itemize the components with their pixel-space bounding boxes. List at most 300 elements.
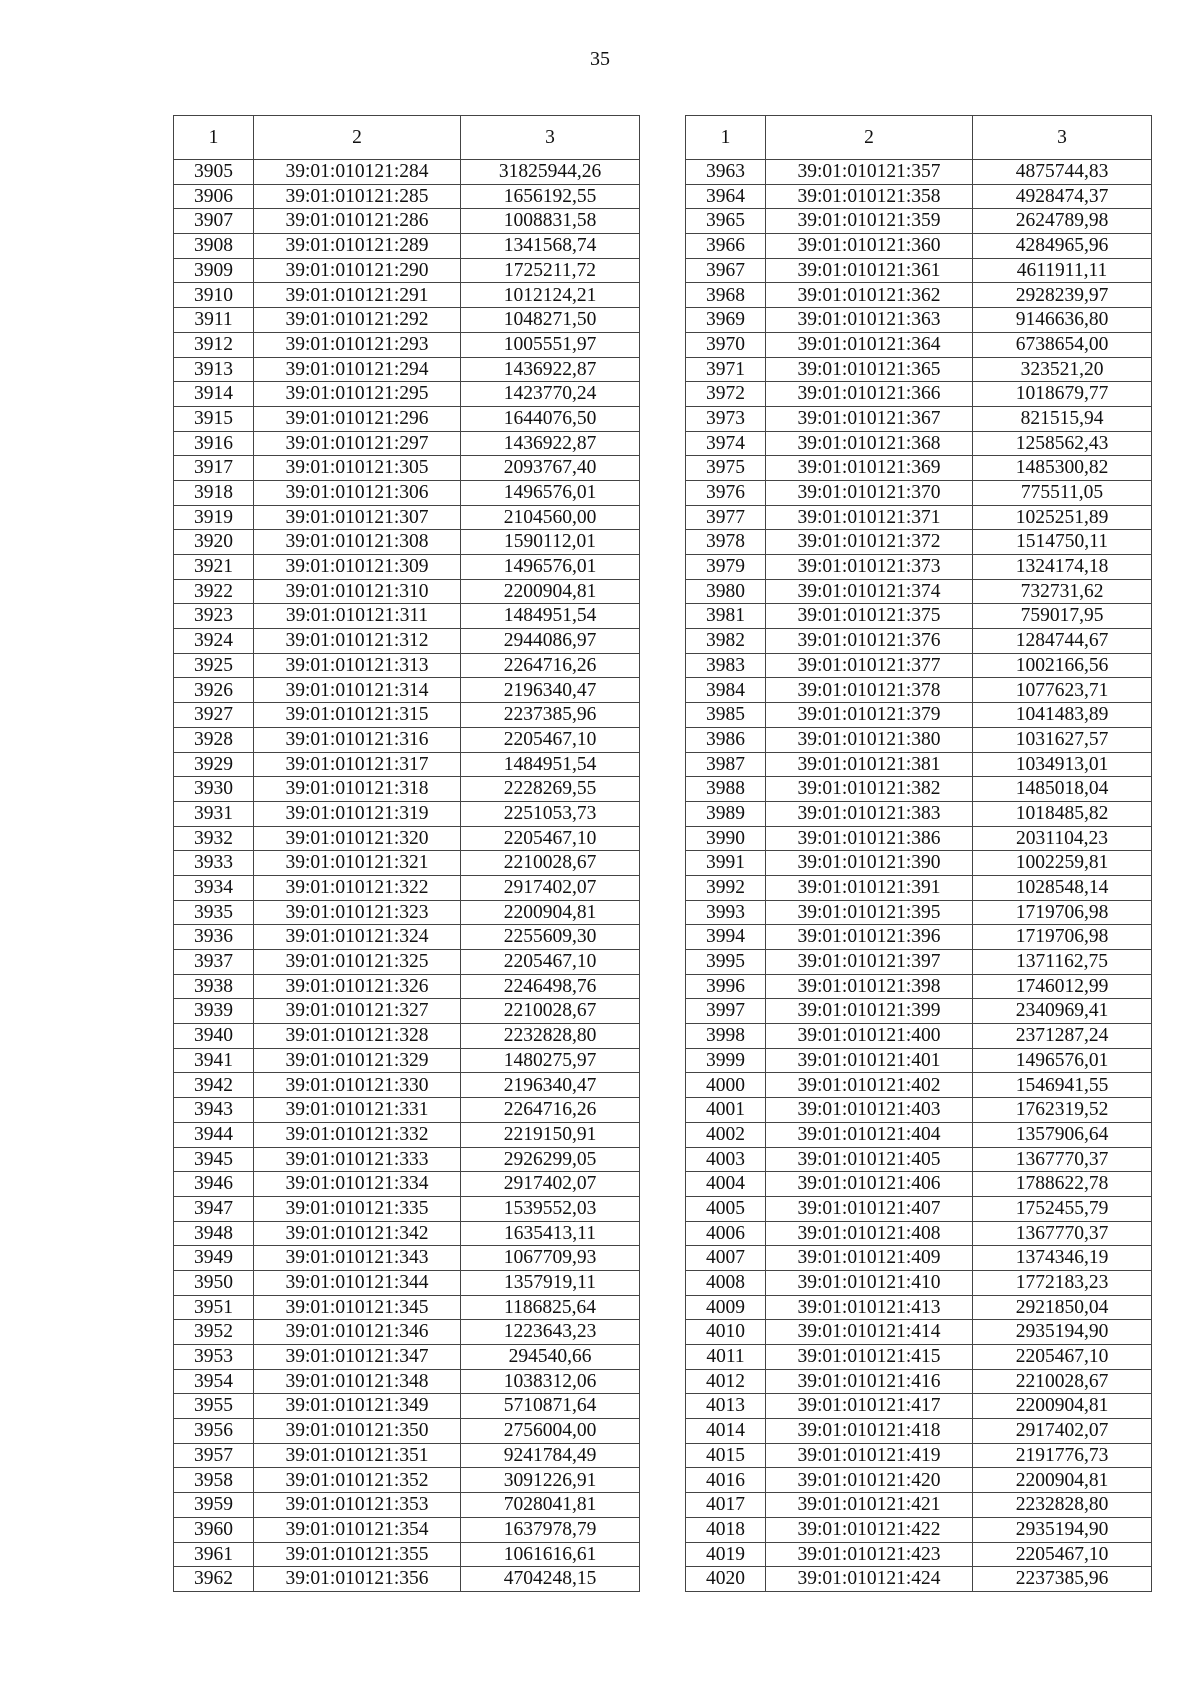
column-header-cadastral: 2 — [766, 116, 973, 160]
cadastral-number-cell: 39:01:010121:404 — [766, 1122, 973, 1147]
table-row — [174, 1172, 640, 1197]
cadastral-number-cell: 39:01:010121:420 — [766, 1468, 973, 1493]
row-number-cell: 3958 — [174, 1468, 254, 1493]
row-number-cell: 3953 — [174, 1345, 254, 1370]
table-row — [174, 1419, 640, 1444]
cadastral-number-cell: 39:01:010121:317 — [254, 752, 461, 777]
table-row — [174, 579, 640, 604]
value-cell: 4284965,96 — [973, 234, 1152, 259]
value-cell: 1746012,99 — [973, 974, 1152, 999]
row-number-cell: 3909 — [174, 258, 254, 283]
table-row — [686, 629, 1152, 654]
row-number-cell: 3929 — [174, 752, 254, 777]
value-cell: 31825944,26 — [461, 160, 640, 185]
value-cell: 2371287,24 — [973, 1024, 1152, 1049]
value-cell: 2196340,47 — [461, 1073, 640, 1098]
value-cell: 2944086,97 — [461, 629, 640, 654]
cadastral-number-cell: 39:01:010121:352 — [254, 1468, 461, 1493]
table-row — [686, 431, 1152, 456]
table-row — [174, 1443, 640, 1468]
cadastral-number-cell: 39:01:010121:345 — [254, 1295, 461, 1320]
row-number-cell: 4007 — [686, 1246, 766, 1271]
table-row — [686, 1517, 1152, 1542]
value-cell: 775511,05 — [973, 480, 1152, 505]
cadastral-number-cell: 39:01:010121:326 — [254, 974, 461, 999]
value-cell: 2200904,81 — [461, 900, 640, 925]
row-number-cell: 4009 — [686, 1295, 766, 1320]
value-cell: 1637978,79 — [461, 1517, 640, 1542]
value-cell: 2756004,00 — [461, 1419, 640, 1444]
value-cell: 323521,20 — [973, 357, 1152, 382]
table-row — [174, 950, 640, 975]
cadastral-number-cell: 39:01:010121:379 — [766, 703, 973, 728]
cadastral-number-cell: 39:01:010121:364 — [766, 332, 973, 357]
value-cell: 2935194,90 — [973, 1517, 1152, 1542]
value-cell: 1357919,11 — [461, 1270, 640, 1295]
row-number-cell: 3915 — [174, 406, 254, 431]
value-cell: 294540,66 — [461, 1345, 640, 1370]
cadastral-number-cell: 39:01:010121:316 — [254, 727, 461, 752]
table-row — [686, 184, 1152, 209]
value-cell: 4704248,15 — [461, 1567, 640, 1592]
cadastral-number-cell: 39:01:010121:309 — [254, 555, 461, 580]
value-cell: 2205467,10 — [461, 950, 640, 975]
cadastral-number-cell: 39:01:010121:293 — [254, 332, 461, 357]
row-number-cell: 4010 — [686, 1320, 766, 1345]
row-number-cell: 3973 — [686, 406, 766, 431]
cadastral-number-cell: 39:01:010121:294 — [254, 357, 461, 382]
table-row — [174, 184, 640, 209]
row-number-cell: 3913 — [174, 357, 254, 382]
cadastral-number-cell: 39:01:010121:308 — [254, 530, 461, 555]
table-row — [686, 1196, 1152, 1221]
value-cell: 1284744,67 — [973, 629, 1152, 654]
cadastral-number-cell: 39:01:010121:325 — [254, 950, 461, 975]
cadastral-number-cell: 39:01:010121:360 — [766, 234, 973, 259]
table-row — [174, 1394, 640, 1419]
table-row — [174, 1024, 640, 1049]
cadastral-number-cell: 39:01:010121:424 — [766, 1567, 973, 1592]
row-number-cell: 3981 — [686, 604, 766, 629]
column-header-value: 3 — [973, 116, 1152, 160]
row-number-cell: 3911 — [174, 308, 254, 333]
row-number-cell: 4006 — [686, 1221, 766, 1246]
table-row — [174, 703, 640, 728]
table-row — [174, 999, 640, 1024]
row-number-cell: 4008 — [686, 1270, 766, 1295]
row-number-cell: 3960 — [174, 1517, 254, 1542]
value-cell: 2219150,91 — [461, 1122, 640, 1147]
table-row — [174, 406, 640, 431]
table-body — [686, 160, 1152, 1592]
cadastral-number-cell: 39:01:010121:350 — [254, 1419, 461, 1444]
value-cell: 1371162,75 — [973, 950, 1152, 975]
row-number-cell: 3924 — [174, 629, 254, 654]
cadastral-number-cell: 39:01:010121:342 — [254, 1221, 461, 1246]
cadastral-table-right — [685, 115, 1152, 1592]
table-row — [174, 1246, 640, 1271]
table-row — [686, 579, 1152, 604]
value-cell: 1546941,55 — [973, 1073, 1152, 1098]
table-row — [686, 875, 1152, 900]
cadastral-number-cell: 39:01:010121:402 — [766, 1073, 973, 1098]
row-number-cell: 4000 — [686, 1073, 766, 1098]
value-cell: 2237385,96 — [461, 703, 640, 728]
table-row — [174, 530, 640, 555]
value-cell: 1041483,89 — [973, 703, 1152, 728]
value-cell: 2093767,40 — [461, 456, 640, 481]
row-number-cell: 4002 — [686, 1122, 766, 1147]
row-number-cell: 3923 — [174, 604, 254, 629]
cadastral-number-cell: 39:01:010121:363 — [766, 308, 973, 333]
cadastral-number-cell: 39:01:010121:413 — [766, 1295, 973, 1320]
value-cell: 4875744,83 — [973, 160, 1152, 185]
row-number-cell: 3938 — [174, 974, 254, 999]
table-row — [174, 1196, 640, 1221]
value-cell: 3091226,91 — [461, 1468, 640, 1493]
row-number-cell: 3907 — [174, 209, 254, 234]
value-cell: 1186825,64 — [461, 1295, 640, 1320]
cadastral-number-cell: 39:01:010121:367 — [766, 406, 973, 431]
row-number-cell: 3942 — [174, 1073, 254, 1098]
table-row — [174, 209, 640, 234]
table-row — [174, 900, 640, 925]
table-row — [686, 505, 1152, 530]
value-cell: 1002166,56 — [973, 653, 1152, 678]
table-row — [686, 851, 1152, 876]
value-cell: 1752455,79 — [973, 1196, 1152, 1221]
table-body — [174, 160, 640, 1592]
value-cell: 1719706,98 — [973, 900, 1152, 925]
cadastral-number-cell: 39:01:010121:409 — [766, 1246, 973, 1271]
value-cell: 1028548,14 — [973, 875, 1152, 900]
table-row — [686, 406, 1152, 431]
value-cell: 1367770,37 — [973, 1147, 1152, 1172]
row-number-cell: 4019 — [686, 1542, 766, 1567]
value-cell: 5710871,64 — [461, 1394, 640, 1419]
table-row — [174, 1122, 640, 1147]
table-row — [174, 505, 640, 530]
table-row — [686, 703, 1152, 728]
cadastral-number-cell: 39:01:010121:353 — [254, 1493, 461, 1518]
table-row — [686, 382, 1152, 407]
row-number-cell: 3963 — [686, 160, 766, 185]
value-cell: 1635413,11 — [461, 1221, 640, 1246]
value-cell: 1341568,74 — [461, 234, 640, 259]
table-row — [174, 777, 640, 802]
row-number-cell: 3925 — [174, 653, 254, 678]
cadastral-table-left — [173, 115, 640, 1592]
cadastral-number-cell: 39:01:010121:314 — [254, 678, 461, 703]
row-number-cell: 3996 — [686, 974, 766, 999]
row-number-cell: 4016 — [686, 1468, 766, 1493]
row-number-cell: 3919 — [174, 505, 254, 530]
value-cell: 1485300,82 — [973, 456, 1152, 481]
row-number-cell: 3984 — [686, 678, 766, 703]
table-row — [174, 283, 640, 308]
value-cell: 2921850,04 — [973, 1295, 1152, 1320]
cadastral-number-cell: 39:01:010121:305 — [254, 456, 461, 481]
value-cell: 821515,94 — [973, 406, 1152, 431]
column-header-value: 3 — [461, 116, 640, 160]
table-row — [686, 727, 1152, 752]
cadastral-number-cell: 39:01:010121:296 — [254, 406, 461, 431]
row-number-cell: 3987 — [686, 752, 766, 777]
table-row — [174, 1468, 640, 1493]
table-row — [174, 1369, 640, 1394]
cadastral-number-cell: 39:01:010121:421 — [766, 1493, 973, 1518]
table-row — [686, 1048, 1152, 1073]
value-cell: 2104560,00 — [461, 505, 640, 530]
table-row — [174, 357, 640, 382]
cadastral-number-cell: 39:01:010121:289 — [254, 234, 461, 259]
table-row — [174, 1517, 640, 1542]
cadastral-number-cell: 39:01:010121:346 — [254, 1320, 461, 1345]
row-number-cell: 3928 — [174, 727, 254, 752]
cadastral-number-cell: 39:01:010121:418 — [766, 1419, 973, 1444]
cadastral-number-cell: 39:01:010121:344 — [254, 1270, 461, 1295]
cadastral-number-cell: 39:01:010121:320 — [254, 826, 461, 851]
row-number-cell: 3983 — [686, 653, 766, 678]
cadastral-number-cell: 39:01:010121:372 — [766, 530, 973, 555]
table-row — [686, 480, 1152, 505]
row-number-cell: 3948 — [174, 1221, 254, 1246]
table-row — [174, 1320, 640, 1345]
value-cell: 1031627,57 — [973, 727, 1152, 752]
cadastral-number-cell: 39:01:010121:297 — [254, 431, 461, 456]
cadastral-number-cell: 39:01:010121:390 — [766, 851, 973, 876]
row-number-cell: 3944 — [174, 1122, 254, 1147]
value-cell: 1018485,82 — [973, 801, 1152, 826]
cadastral-number-cell: 39:01:010121:311 — [254, 604, 461, 629]
value-cell: 759017,95 — [973, 604, 1152, 629]
table-row — [686, 530, 1152, 555]
value-cell: 2264716,26 — [461, 1098, 640, 1123]
table-row — [686, 1419, 1152, 1444]
cadastral-number-cell: 39:01:010121:307 — [254, 505, 461, 530]
cadastral-number-cell: 39:01:010121:378 — [766, 678, 973, 703]
table-row — [686, 1567, 1152, 1592]
page-number: 35 — [590, 48, 610, 70]
cadastral-number-cell: 39:01:010121:422 — [766, 1517, 973, 1542]
cadastral-number-cell: 39:01:010121:406 — [766, 1172, 973, 1197]
row-number-cell: 3941 — [174, 1048, 254, 1073]
cadastral-number-cell: 39:01:010121:321 — [254, 851, 461, 876]
table-row — [686, 826, 1152, 851]
table-row — [174, 1098, 640, 1123]
table-row — [174, 480, 640, 505]
row-number-cell: 3993 — [686, 900, 766, 925]
table-row — [686, 456, 1152, 481]
row-number-cell: 3957 — [174, 1443, 254, 1468]
cadastral-number-cell: 39:01:010121:375 — [766, 604, 973, 629]
table-row — [686, 925, 1152, 950]
table-row — [174, 752, 640, 777]
row-number-cell: 3930 — [174, 777, 254, 802]
table-row — [686, 1098, 1152, 1123]
row-number-cell: 3951 — [174, 1295, 254, 1320]
table-row — [174, 160, 640, 185]
row-number-cell: 3998 — [686, 1024, 766, 1049]
row-number-cell: 3914 — [174, 382, 254, 407]
table-row — [174, 456, 640, 481]
row-number-cell: 3988 — [686, 777, 766, 802]
row-number-cell: 4001 — [686, 1098, 766, 1123]
value-cell: 1038312,06 — [461, 1369, 640, 1394]
value-cell: 2200904,81 — [973, 1468, 1152, 1493]
cadastral-number-cell: 39:01:010121:349 — [254, 1394, 461, 1419]
header-row — [686, 116, 1152, 160]
table-row — [174, 727, 640, 752]
table-row — [174, 1542, 640, 1567]
row-number-cell: 4015 — [686, 1443, 766, 1468]
row-number-cell: 3916 — [174, 431, 254, 456]
row-number-cell: 3989 — [686, 801, 766, 826]
table-row — [686, 1493, 1152, 1518]
value-cell: 1077623,71 — [973, 678, 1152, 703]
row-number-cell: 3936 — [174, 925, 254, 950]
table-row — [686, 1172, 1152, 1197]
table-row — [174, 1345, 640, 1370]
cadastral-number-cell: 39:01:010121:354 — [254, 1517, 461, 1542]
table-row — [174, 826, 640, 851]
table-row — [174, 431, 640, 456]
table-row — [686, 1295, 1152, 1320]
table-row — [174, 1073, 640, 1098]
cadastral-number-cell: 39:01:010121:395 — [766, 900, 973, 925]
row-number-cell: 3926 — [174, 678, 254, 703]
cadastral-number-cell: 39:01:010121:408 — [766, 1221, 973, 1246]
value-cell: 1656192,55 — [461, 184, 640, 209]
row-number-cell: 3918 — [174, 480, 254, 505]
cadastral-number-cell: 39:01:010121:335 — [254, 1196, 461, 1221]
value-cell: 1514750,11 — [973, 530, 1152, 555]
value-cell: 2232828,80 — [461, 1024, 640, 1049]
row-number-cell: 3912 — [174, 332, 254, 357]
value-cell: 1223643,23 — [461, 1320, 640, 1345]
table-row — [686, 555, 1152, 580]
table-row — [686, 900, 1152, 925]
row-number-cell: 3997 — [686, 999, 766, 1024]
row-number-cell: 3931 — [174, 801, 254, 826]
table-row — [174, 1567, 640, 1592]
table-row — [174, 925, 640, 950]
row-number-cell: 3969 — [686, 308, 766, 333]
value-cell: 2255609,30 — [461, 925, 640, 950]
cadastral-number-cell: 39:01:010121:386 — [766, 826, 973, 851]
value-cell: 2251053,73 — [461, 801, 640, 826]
table-row — [174, 1048, 640, 1073]
table-row — [686, 1147, 1152, 1172]
cadastral-number-cell: 39:01:010121:312 — [254, 629, 461, 654]
value-cell: 1374346,19 — [973, 1246, 1152, 1271]
value-cell: 1762319,52 — [973, 1098, 1152, 1123]
cadastral-number-cell: 39:01:010121:315 — [254, 703, 461, 728]
row-number-cell: 3954 — [174, 1369, 254, 1394]
table-row — [686, 160, 1152, 185]
cadastral-number-cell: 39:01:010121:318 — [254, 777, 461, 802]
table-row — [174, 1295, 640, 1320]
value-cell: 2264716,26 — [461, 653, 640, 678]
row-number-cell: 3986 — [686, 727, 766, 752]
value-cell: 6738654,00 — [973, 332, 1152, 357]
row-number-cell: 3991 — [686, 851, 766, 876]
row-number-cell: 4020 — [686, 1567, 766, 1592]
row-number-cell: 3947 — [174, 1196, 254, 1221]
row-number-cell: 3962 — [174, 1567, 254, 1592]
cadastral-number-cell: 39:01:010121:323 — [254, 900, 461, 925]
value-cell: 2210028,67 — [461, 999, 640, 1024]
table-row — [686, 234, 1152, 259]
value-cell: 2232828,80 — [973, 1493, 1152, 1518]
cadastral-number-cell: 39:01:010121:358 — [766, 184, 973, 209]
cadastral-number-cell: 39:01:010121:291 — [254, 283, 461, 308]
row-number-cell: 3933 — [174, 851, 254, 876]
table-row — [686, 604, 1152, 629]
row-number-cell: 3999 — [686, 1048, 766, 1073]
value-cell: 2340969,41 — [973, 999, 1152, 1024]
value-cell: 2205467,10 — [461, 727, 640, 752]
value-cell: 1644076,50 — [461, 406, 640, 431]
table-row — [686, 653, 1152, 678]
value-cell: 2031104,23 — [973, 826, 1152, 851]
table-row — [686, 332, 1152, 357]
cadastral-number-cell: 39:01:010121:370 — [766, 480, 973, 505]
row-number-cell: 3905 — [174, 160, 254, 185]
value-cell: 2237385,96 — [973, 1567, 1152, 1592]
table-row — [686, 283, 1152, 308]
cadastral-number-cell: 39:01:010121:373 — [766, 555, 973, 580]
cadastral-number-cell: 39:01:010121:313 — [254, 653, 461, 678]
value-cell: 1719706,98 — [973, 925, 1152, 950]
value-cell: 1436922,87 — [461, 431, 640, 456]
cadastral-number-cell: 39:01:010121:398 — [766, 974, 973, 999]
table-row — [174, 258, 640, 283]
value-cell: 1539552,03 — [461, 1196, 640, 1221]
cadastral-number-cell: 39:01:010121:319 — [254, 801, 461, 826]
table-row — [686, 1542, 1152, 1567]
row-number-cell: 3967 — [686, 258, 766, 283]
cadastral-number-cell: 39:01:010121:359 — [766, 209, 973, 234]
value-cell: 1367770,37 — [973, 1221, 1152, 1246]
table-row — [686, 1394, 1152, 1419]
row-number-cell: 3968 — [686, 283, 766, 308]
cadastral-number-cell: 39:01:010121:290 — [254, 258, 461, 283]
cadastral-number-cell: 39:01:010121:334 — [254, 1172, 461, 1197]
cadastral-number-cell: 39:01:010121:347 — [254, 1345, 461, 1370]
cadastral-number-cell: 39:01:010121:414 — [766, 1320, 973, 1345]
column-header-cadastral: 2 — [254, 116, 461, 160]
cadastral-number-cell: 39:01:010121:369 — [766, 456, 973, 481]
cadastral-number-cell: 39:01:010121:343 — [254, 1246, 461, 1271]
column-header-number: 1 — [686, 116, 766, 160]
row-number-cell: 4005 — [686, 1196, 766, 1221]
row-number-cell: 3955 — [174, 1394, 254, 1419]
cadastral-number-cell: 39:01:010121:405 — [766, 1147, 973, 1172]
row-number-cell: 3970 — [686, 332, 766, 357]
value-cell: 1012124,21 — [461, 283, 640, 308]
cadastral-number-cell: 39:01:010121:330 — [254, 1073, 461, 1098]
cadastral-number-cell: 39:01:010121:377 — [766, 653, 973, 678]
cadastral-number-cell: 39:01:010121:322 — [254, 875, 461, 900]
cadastral-number-cell: 39:01:010121:410 — [766, 1270, 973, 1295]
cadastral-number-cell: 39:01:010121:415 — [766, 1345, 973, 1370]
row-number-cell: 3922 — [174, 579, 254, 604]
table-row — [686, 258, 1152, 283]
table-row — [686, 1024, 1152, 1049]
value-cell: 1480275,97 — [461, 1048, 640, 1073]
cadastral-number-cell: 39:01:010121:401 — [766, 1048, 973, 1073]
